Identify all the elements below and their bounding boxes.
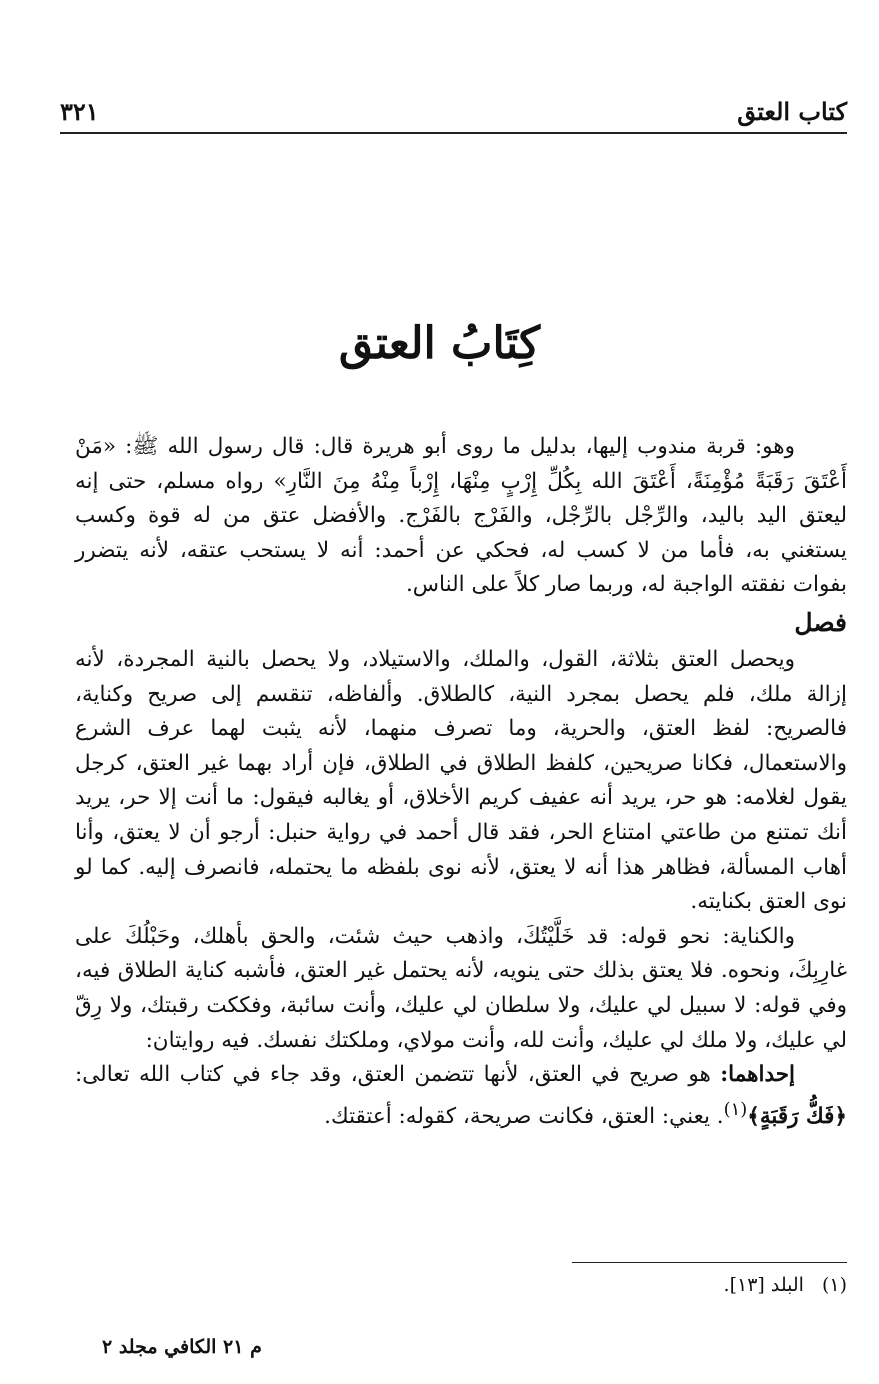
main-text — [75, 430, 847, 1134]
paragraph-text: هو صريح في العتق، لأنها تتضمن العتق، وقد جاء في كتاب الله تعالى: — [75, 1062, 721, 1088]
page-header — [60, 86, 847, 134]
quran-quote: ﴿فَكُّ رَقَبَةٍ﴾ — [747, 1103, 847, 1129]
printer-signature: م ٢١ الكافي مجلد ٢ — [102, 1336, 262, 1358]
paragraph-lead: إحداهما: — [720, 1062, 795, 1088]
final-paragraph — [75, 1058, 847, 1134]
footnote-ref: (١) — [723, 1098, 748, 1120]
section-paragraph: والكناية: نحو قوله: قد خَلَّيْتُكَ، واذهب حيث شئت، والحق بأهلك، وحَبْلُكَ على غارِبِكَ، ونحوه. فلا يعتق بذلك حتى ينويه، لأنه يحتمل غير العتق، فأشبه كناية الطلاق فيه، وفي قوله: لا سبيل لي عليك، ولا سلطان لي عليك، وأنت سائبة، وفككت رقبتك، ولا رِقّ لي عليك، ولا ملك لي عليك، وأنت لله، وأنت مولاي، وملكتك نفسك. فيه روايتان: — [75, 923, 847, 1053]
section-heading: فصل — [794, 607, 847, 637]
footnote-number: (١) — [821, 1274, 847, 1296]
chapter-title: كِتَابُ العتق — [338, 318, 541, 369]
footnote — [724, 1274, 847, 1296]
footnote-divider — [572, 1262, 847, 1263]
footnote-text: البلد [١٣]. — [723, 1274, 804, 1296]
intro-paragraph: وهو: قربة مندوب إليها، بدليل ما روى أبو هريرة قال: قال رسول الله ﷺ: «مَنْ أَعْتَقَ رَقَبَةً مُؤْمِنَةً، أَعْتَقَ الله بِكُلِّ إِرْبٍ مِنْهَا، إِرْباً مِنْهُ مِنَ النَّارِ» رواه مسلم، حتى إنه ليعتق اليد باليد، والرِّجْل بالرِّجْل، والفَرْج بالفَرْج. والأفضل عتق من له قوة وكسب يستغني به، فأما من لا كسب له، فحكي عن أحمد: أنه لا يستحب عتقه، لأنه يتضرر بفوات نفقته الواجبة له، وربما صار كلاً على الناس. — [75, 434, 847, 598]
page-number: ٣٢١ — [60, 97, 99, 126]
section-paragraph: ويحصل العتق بثلاثة، القول، والملك، والاستيلاد، ولا يحصل بالنية المجردة، لأنه إزالة ملك، فلم يحصل بمجرد النية، كالطلاق. وألفاظه، تنقسم إلى صريح وكناية، فالصريح: لفظ العتق، والحرية، وما تصرف منهما، لأنه يثبت لهما عرف الشرع والاستعمال، فكانا صريحين، كلفظ الطلاق في الطلاق، فإن أراد بهما غير العتق، كرجل يقول لغلامه: هو حر، يريد أنه عفيف كريم الأخلاق، أو يغالبه فيقول: ما أنت إلا حر، يريد أنك تمتنع من طاعتي امتناع الحر، فقد قال أحمد في رواية حنبل: أرجو أن لا يعتق، وأنا أهاب المسألة، فظاهر هذا أنه لا يعتق، لأنه نوى بلفظه ما يحتمله، فانصرف إليه. كما لو نوى العتق بكنايته. — [75, 646, 848, 915]
running-title: كتاب العتق — [737, 97, 847, 126]
paragraph-text-end: . يعني: العتق، فكانت صريحة، كقوله: أعتقتك. — [324, 1103, 724, 1129]
